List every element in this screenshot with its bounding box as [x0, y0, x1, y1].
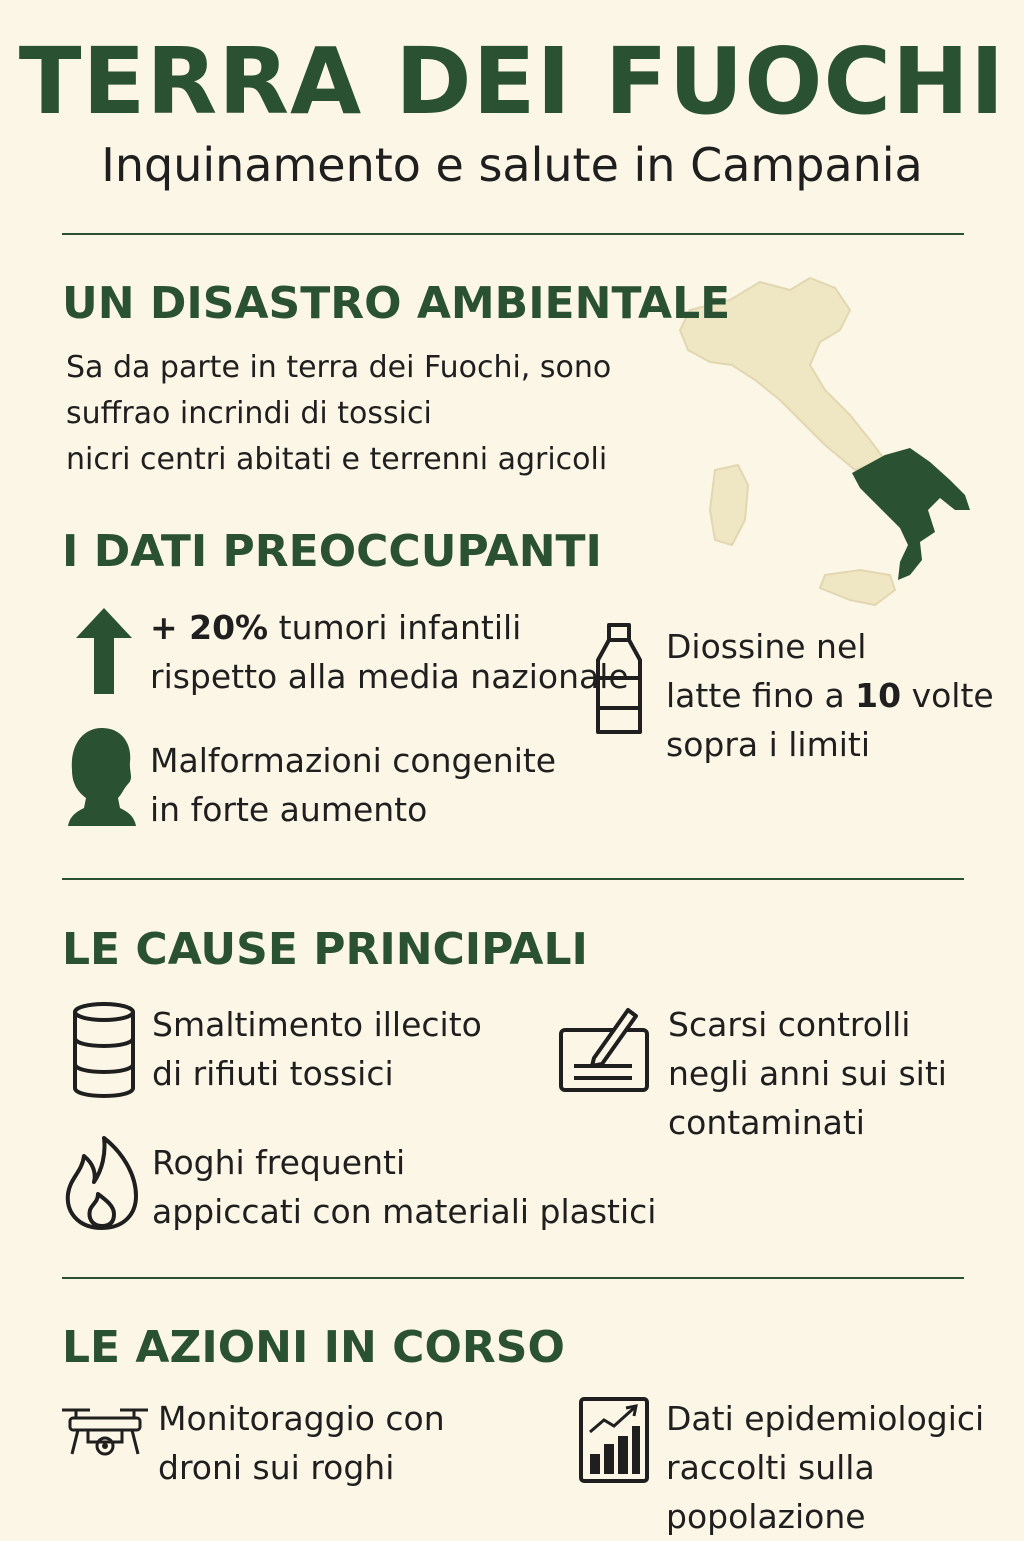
epidemio-text [666, 1394, 984, 1541]
malformazioni-line-2: in forte aumento [150, 790, 428, 829]
tumori-line-2: rispetto alla media nazionale [150, 657, 629, 696]
section-heading-dati: I DATI PREOCCUPANTI [62, 526, 602, 577]
smaltimento-text [152, 1000, 482, 1098]
page-title: TERRA DEI FUOCHI [18, 28, 1006, 135]
divider [62, 1277, 964, 1279]
malformazioni-line-1: Malformazioni congenite [150, 741, 557, 780]
malformazioni-text [150, 736, 556, 834]
diossine-number: 10 [855, 676, 902, 715]
tumori-text [150, 603, 629, 701]
droni-line-1: Monitoraggio con [158, 1399, 445, 1438]
droni-text [158, 1394, 445, 1492]
person-head-icon [68, 726, 136, 826]
disastro-line-2: suffrao incrindi di tossici [66, 396, 432, 431]
fire-icon [64, 1134, 140, 1232]
page-subtitle: Inquinamento e salute in Campania [101, 138, 923, 192]
epidemio-line-1: Dati epidemiologici [666, 1399, 985, 1438]
drone-icon [60, 1402, 150, 1462]
bar-chart-icon [578, 1396, 650, 1484]
controlli-line-1: Scarsi controlli [668, 1005, 911, 1044]
controlli-line-2: negli anni sui siti [668, 1054, 947, 1093]
smaltimento-line-1: Smaltimento illecito [152, 1005, 482, 1044]
smaltimento-line-2: di rifiuti tossici [152, 1054, 394, 1093]
droni-line-2: droni sui roghi [158, 1448, 395, 1487]
epidemio-line-2: raccolti sulla [666, 1448, 875, 1487]
diossine-text [666, 622, 994, 769]
diossine-line-2-post: volte [901, 676, 994, 715]
divider [62, 878, 964, 880]
section-heading-disastro: UN DISASTRO AMBIENTALE [62, 278, 731, 329]
section-heading-azioni: LE AZIONI IN CORSO [62, 1322, 565, 1373]
disastro-line-1: Sa da parte in terra dei Fuochi, sono [66, 350, 612, 385]
diossine-line-1: Diossine nel [666, 627, 867, 666]
diossine-line-3: sopra i limiti [666, 725, 871, 764]
barrel-icon [72, 1002, 136, 1098]
controlli-text [668, 1000, 947, 1147]
disastro-text [66, 345, 611, 483]
divider [62, 233, 964, 235]
epidemio-line-3: popolazione [666, 1497, 866, 1536]
document-pen-icon [558, 1004, 650, 1094]
milk-bottle-icon [594, 622, 644, 736]
arrow-up-icon [76, 608, 132, 694]
roghi-line-2: appiccati con materiali plastici [152, 1192, 657, 1231]
roghi-text [152, 1138, 656, 1236]
tumori-line-1: tumori infantili [268, 608, 522, 647]
diossine-line-2-pre: latte fino a [666, 676, 856, 715]
section-heading-cause: LE CAUSE PRINCIPALI [62, 924, 588, 975]
controlli-line-3: contaminati [668, 1103, 865, 1142]
disastro-line-3: nicri centri abitati e terrenni agricoli [66, 442, 608, 477]
roghi-line-1: Roghi frequenti [152, 1143, 406, 1182]
tumori-stat: + 20% [150, 608, 269, 647]
